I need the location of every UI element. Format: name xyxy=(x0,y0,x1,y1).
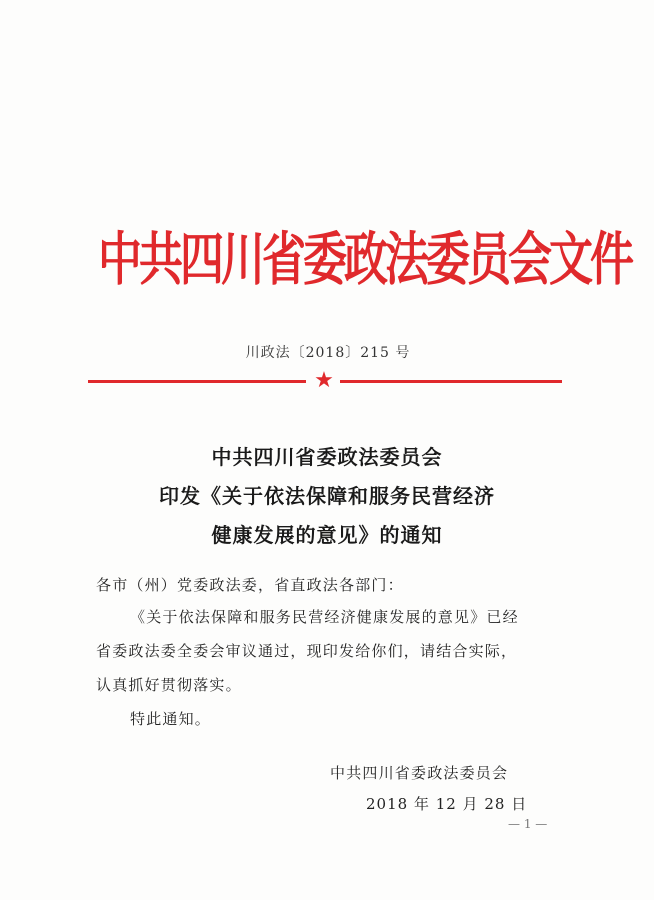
body-line: 认真抓好贯彻落实。 xyxy=(96,676,242,694)
red-divider-left xyxy=(88,380,306,383)
page-number: — 1 — xyxy=(508,817,548,831)
issue-date: 2018 年 12 月 28 日 xyxy=(366,795,528,813)
closing-remark: 特此通知。 xyxy=(130,710,212,728)
body-line: 《关于依法保障和服务民营经济健康发展的意见》已经 xyxy=(130,608,519,626)
issuing-organization: 中共四川省委政法委员会 xyxy=(330,764,509,782)
document-number: 川政法〔2018〕215 号 xyxy=(245,345,411,361)
notice-title xyxy=(100,438,554,555)
notice-title-line: 健康发展的意见》的通知 xyxy=(211,523,443,547)
document-header-title: 中共四川省委政法委员会文件 xyxy=(98,227,631,294)
star-icon: ★ xyxy=(314,368,334,393)
salutation: 各市（州）党委政法委，省直政法各部门： xyxy=(96,576,404,594)
notice-title-line: 中共四川省委政法委员会 xyxy=(211,445,443,469)
notice-title-line: 印发《关于依法保障和服务民营经济 xyxy=(159,484,495,508)
body-line: 省委政法委全委会审议通过，现印发给你们，请结合实际， xyxy=(96,642,518,660)
red-divider-right xyxy=(340,380,562,383)
